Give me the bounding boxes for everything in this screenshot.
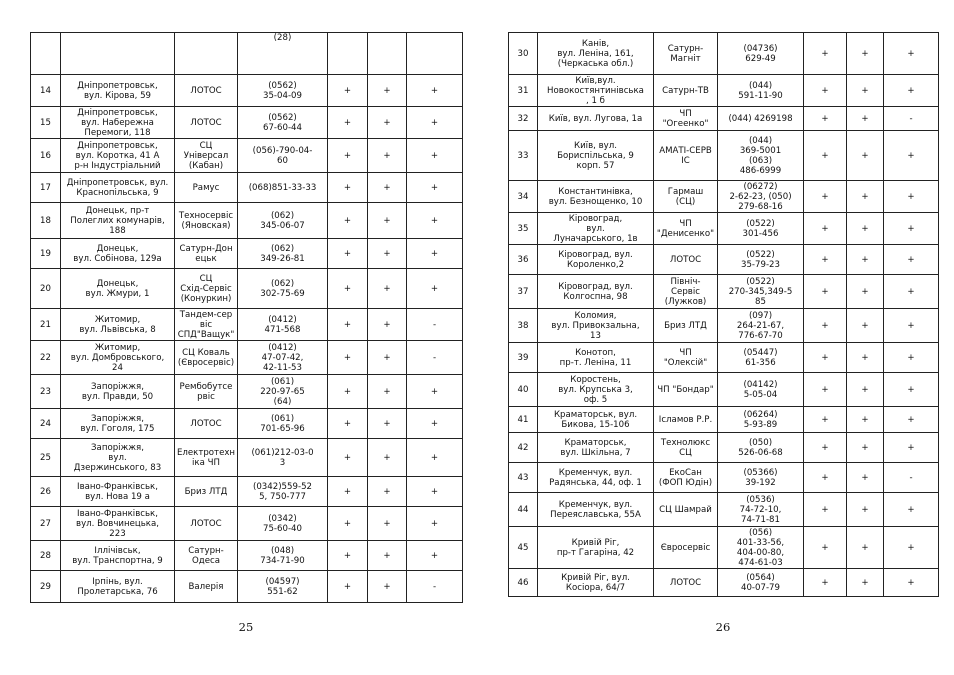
mark-cell-1: + (328, 239, 368, 269)
phone-cell: (05447) 61-356 (718, 343, 804, 373)
address-cell: Кривій Ріг, пр-т Гагаріна, 42 (538, 527, 654, 569)
row-number: 23 (31, 375, 61, 409)
mark-cell-2: + (368, 203, 407, 239)
mark-cell-3: + (884, 373, 939, 407)
mark-cell-3: + (407, 477, 463, 507)
mark-cell-1: + (804, 433, 847, 463)
mark-cell-1: + (804, 343, 847, 373)
mark-cell-3: - (884, 463, 939, 493)
row-number: 18 (31, 203, 61, 239)
table-row (31, 375, 463, 409)
mark-cell-3: + (884, 309, 939, 343)
mark-cell-1: + (328, 269, 368, 309)
mark-cell-2: + (847, 569, 884, 597)
mark-cell-2: + (368, 477, 407, 507)
mark-cell-2: + (847, 275, 884, 309)
mark-cell-3 (407, 33, 463, 75)
table-row (509, 493, 939, 527)
mark-cell-3: - (407, 341, 463, 375)
row-number: 44 (509, 493, 538, 527)
mark-cell-3: + (407, 507, 463, 541)
row-number: 22 (31, 341, 61, 375)
service-name-cell: Ісламов Р.Р. (654, 407, 718, 433)
address-cell: Канів, вул. Леніна, 161, (Черкаська обл.) (538, 33, 654, 75)
row-number: 15 (31, 107, 61, 139)
mark-cell-3: + (407, 173, 463, 203)
phone-cell: (048) 734-71-90 (238, 541, 328, 571)
table-row (31, 203, 463, 239)
address-cell: Івано-Франківськ, вул. Вовчинецька, 223 (61, 507, 175, 541)
row-number: 31 (509, 75, 538, 107)
service-name-cell: Бриз ЛТД (654, 309, 718, 343)
service-name-cell: ЧП "Денисенко" (654, 213, 718, 245)
row-number: 34 (509, 181, 538, 213)
mark-cell-1: + (804, 131, 847, 181)
service-name-cell: Рембобутсе рвіс (175, 375, 238, 409)
row-number: 24 (31, 409, 61, 439)
mark-cell-3: + (884, 213, 939, 245)
mark-cell-1: + (328, 375, 368, 409)
row-number (31, 33, 61, 75)
mark-cell-2: + (368, 375, 407, 409)
mark-cell-3: + (407, 375, 463, 409)
mark-cell-2: + (368, 75, 407, 107)
mark-cell-2: + (847, 433, 884, 463)
address-cell: Кременчук, вул. Переяславська, 55А (538, 493, 654, 527)
address-cell: Київ,вул. Новокостянтинівська , 1 б (538, 75, 654, 107)
phone-cell: (05366) 39-192 (718, 463, 804, 493)
address-cell: Кіровоград, вул. Колгоспна, 98 (538, 275, 654, 309)
mark-cell-3: + (407, 439, 463, 477)
address-cell: Краматорськ, вул. Шкільна, 7 (538, 433, 654, 463)
address-cell: Дніпропетровськ, вул. Набережна Перемоги, 118 (61, 107, 175, 139)
mark-cell-1: + (328, 477, 368, 507)
phone-cell: (044) 4269198 (718, 107, 804, 131)
mark-cell-2: + (368, 507, 407, 541)
row-number: 35 (509, 213, 538, 245)
row-number: 30 (509, 33, 538, 75)
address-cell: Кривій Ріг, вул. Косіора, 64/7 (538, 569, 654, 597)
mark-cell-1: + (328, 107, 368, 139)
mark-cell-1: + (804, 527, 847, 569)
mark-cell-2: + (368, 541, 407, 571)
phone-cell: (062) 349-26-81 (238, 239, 328, 269)
mark-cell-1: + (804, 181, 847, 213)
service-name-cell: ЧП "Огеенко" (654, 107, 718, 131)
mark-cell-2: + (368, 269, 407, 309)
service-name-cell: ЛОТОС (175, 507, 238, 541)
address-cell: Кіровоград, вул. Луначарського, 1в (538, 213, 654, 245)
address-cell: Іллічівськ, вул. Транспортна, 9 (61, 541, 175, 571)
mark-cell-2: + (368, 107, 407, 139)
service-name-cell: ЕкоСан (ФОП Юдін) (654, 463, 718, 493)
phone-cell: (0412) 471-568 (238, 309, 328, 341)
mark-cell-3: + (884, 33, 939, 75)
mark-cell-2 (368, 33, 407, 75)
phone-cell: (068)851-33-33 (238, 173, 328, 203)
mark-cell-1: + (804, 33, 847, 75)
service-name-cell: ЛОТОС (175, 75, 238, 107)
row-number: 37 (509, 275, 538, 309)
mark-cell-1: + (804, 569, 847, 597)
row-number: 32 (509, 107, 538, 131)
mark-cell-3: + (884, 131, 939, 181)
service-centers-table-right (508, 32, 939, 597)
mark-cell-2: + (368, 139, 407, 173)
table-row (509, 407, 939, 433)
mark-cell-1: + (328, 341, 368, 375)
table-row (509, 181, 939, 213)
phone-cell: (050) 526-06-68 (718, 433, 804, 463)
service-name-cell: Євросервіс (654, 527, 718, 569)
mark-cell-1: + (328, 541, 368, 571)
address-cell: Донецьк, вул. Собінова, 129а (61, 239, 175, 269)
mark-cell-2: + (847, 213, 884, 245)
row-number: 21 (31, 309, 61, 341)
service-name-cell: Електротехн іка ЧП (175, 439, 238, 477)
address-cell: Дніпропетровськ, вул. Кірова, 59 (61, 75, 175, 107)
mark-cell-2: + (368, 173, 407, 203)
mark-cell-3: + (407, 239, 463, 269)
table-row (31, 477, 463, 507)
table-row (31, 33, 463, 75)
row-number: 27 (31, 507, 61, 541)
mark-cell-3: + (407, 203, 463, 239)
row-number: 36 (509, 245, 538, 275)
service-centers-table-left (30, 32, 463, 603)
address-cell: Константинівка, вул. Безнощенко, 10 (538, 181, 654, 213)
mark-cell-1: + (804, 275, 847, 309)
page-number: 25 (238, 620, 254, 634)
mark-cell-2: + (847, 75, 884, 107)
row-number: 29 (31, 571, 61, 603)
service-name-cell: СЦ Схід-Сервіс (Конуркин) (175, 269, 238, 309)
phone-cell: (0562) 67-60-44 (238, 107, 328, 139)
mark-cell-1: + (804, 493, 847, 527)
phone-cell: (0564) 40-07-79 (718, 569, 804, 597)
table-row (31, 239, 463, 269)
mark-cell-1: + (804, 309, 847, 343)
table-row (31, 409, 463, 439)
address-cell: Київ, вул. Лугова, 1а (538, 107, 654, 131)
mark-cell-1: + (328, 439, 368, 477)
mark-cell-1: + (804, 407, 847, 433)
mark-cell-1: + (804, 213, 847, 245)
address-cell: Житомир, вул. Львівська, 8 (61, 309, 175, 341)
mark-cell-2: + (847, 309, 884, 343)
address-cell: Донецьк, вул. Жмури, 1 (61, 269, 175, 309)
mark-cell-3: + (884, 275, 939, 309)
address-cell: Кременчук, вул. Радянська, 44, оф. 1 (538, 463, 654, 493)
row-number: 19 (31, 239, 61, 269)
mark-cell-1: + (328, 571, 368, 603)
phone-cell: (0412) 47-07-42, 42-11-53 (238, 341, 328, 375)
mark-cell-3: + (407, 139, 463, 173)
table-row (509, 107, 939, 131)
address-cell: Запоріжжя, вул. Правди, 50 (61, 375, 175, 409)
address-cell: Дніпропетровськ, вул. Коротка, 41 А р-н Індустріальний (61, 139, 175, 173)
row-number: 42 (509, 433, 538, 463)
mark-cell-3: - (407, 309, 463, 341)
mark-cell-3: + (407, 75, 463, 107)
address-cell: Дніпропетровськ, вул. Краснопільська, 9 (61, 173, 175, 203)
row-number: 45 (509, 527, 538, 569)
phone-cell: (062) 302-75-69 (238, 269, 328, 309)
service-name-cell: ЛОТОС (654, 569, 718, 597)
service-name-cell: Техносервіс (Яновская) (175, 203, 238, 239)
mark-cell-2: + (847, 407, 884, 433)
table-row (509, 373, 939, 407)
table-row (509, 343, 939, 373)
phone-cell: (0522) 35-79-23 (718, 245, 804, 275)
mark-cell-2: + (847, 527, 884, 569)
row-number: 25 (31, 439, 61, 477)
mark-cell-2: + (847, 493, 884, 527)
phone-cell: (06272) 2-62-23, (050) 279-68-16 (718, 181, 804, 213)
table-row (31, 107, 463, 139)
mark-cell-1: + (804, 373, 847, 407)
phone-cell: (061) 701-65-96 (238, 409, 328, 439)
mark-cell-3: + (884, 245, 939, 275)
mark-cell-3: + (884, 75, 939, 107)
table-row (31, 541, 463, 571)
table-row (31, 75, 463, 107)
table-row (509, 463, 939, 493)
row-number: 28 (31, 541, 61, 571)
row-number: 41 (509, 407, 538, 433)
address-cell: Кіровоград, вул. Короленко,2 (538, 245, 654, 275)
service-name-cell: Бриз ЛТД (175, 477, 238, 507)
service-name-cell: ЛОТОС (175, 107, 238, 139)
table-row (31, 309, 463, 341)
mark-cell-3: + (884, 433, 939, 463)
service-name-cell: Технолюкс СЦ (654, 433, 718, 463)
mark-cell-1: + (328, 309, 368, 341)
phone-cell: (0536) 74-72-10, 74-71-81 (718, 493, 804, 527)
page-number: 26 (715, 620, 731, 634)
mark-cell-2: + (847, 33, 884, 75)
mark-cell-1: + (804, 245, 847, 275)
phone-cell: (044) 369-5001 (063) 486-6999 (718, 131, 804, 181)
table-row (509, 569, 939, 597)
mark-cell-1: + (328, 409, 368, 439)
phone-cell: (0342) 75-60-40 (238, 507, 328, 541)
mark-cell-2: + (847, 131, 884, 181)
mark-cell-2: + (368, 239, 407, 269)
service-name-cell: СЦ Коваль (Євросервіс) (175, 341, 238, 375)
service-name-cell: Сатурн- Магніт (654, 33, 718, 75)
table-row (509, 275, 939, 309)
mark-cell-3: + (407, 269, 463, 309)
mark-cell-2: + (368, 439, 407, 477)
phone-cell: (056) 401-33-56, 404-00-80, 474-61-03 (718, 527, 804, 569)
table-row (31, 139, 463, 173)
row-number: 39 (509, 343, 538, 373)
address-cell: Краматорськ, вул. Бикова, 15-106 (538, 407, 654, 433)
table-row (31, 439, 463, 477)
phone-cell: (061)212-03-0 3 (238, 439, 328, 477)
phone-cell: (062) 345-06-07 (238, 203, 328, 239)
address-cell: Конотоп, пр-т. Леніна, 11 (538, 343, 654, 373)
row-number: 43 (509, 463, 538, 493)
row-number: 20 (31, 269, 61, 309)
phone-cell: (0522) 270-345,349-5 85 (718, 275, 804, 309)
phone-cell: (044) 591-11-90 (718, 75, 804, 107)
service-name-cell: Рамус (175, 173, 238, 203)
service-name-cell: СЦ Шамрай (654, 493, 718, 527)
address-cell: Донецьк, пр-т Полеглих комунарів, 188 (61, 203, 175, 239)
mark-cell-2: + (368, 309, 407, 341)
row-number: 26 (31, 477, 61, 507)
row-number: 14 (31, 75, 61, 107)
table-row (509, 527, 939, 569)
table-row (31, 173, 463, 203)
table-row (31, 269, 463, 309)
mark-cell-1: + (804, 463, 847, 493)
service-name-cell: ЛОТОС (175, 409, 238, 439)
phone-cell: (04597) 551-62 (238, 571, 328, 603)
phone-cell: (06264) 5-93-89 (718, 407, 804, 433)
row-number: 17 (31, 173, 61, 203)
table-row (509, 433, 939, 463)
phone-cell: (056)-790-04- 60 (238, 139, 328, 173)
phone-cell: (0562) 35-04-09 (238, 75, 328, 107)
address-cell: Запоріжжя, вул. Дзержинського, 83 (61, 439, 175, 477)
mark-cell-2: + (847, 463, 884, 493)
phone-cell: (0522) 301-456 (718, 213, 804, 245)
address-cell: Житомир, вул. Домбровського, 24 (61, 341, 175, 375)
row-number: 40 (509, 373, 538, 407)
mark-cell-3: + (884, 343, 939, 373)
mark-cell-2: + (847, 181, 884, 213)
mark-cell-3: + (884, 569, 939, 597)
mark-cell-3: + (407, 409, 463, 439)
row-number: 46 (509, 569, 538, 597)
row-number: 38 (509, 309, 538, 343)
mark-cell-1: + (328, 203, 368, 239)
mark-cell-1: + (328, 507, 368, 541)
table-row (509, 213, 939, 245)
mark-cell-2: + (368, 341, 407, 375)
phone-cell: (097) 264-21-67, 776-67-70 (718, 309, 804, 343)
mark-cell-3: - (407, 571, 463, 603)
table-row (509, 309, 939, 343)
table-row (31, 571, 463, 603)
mark-cell-2: + (847, 373, 884, 407)
phone-cell: (0342)559-52 5, 750-777 (238, 477, 328, 507)
service-name-cell (175, 33, 238, 75)
service-name-cell: Сатурн-Дон ецьк (175, 239, 238, 269)
table-row (509, 75, 939, 107)
service-name-cell: ЛОТОС (654, 245, 718, 275)
table-row (509, 131, 939, 181)
table-row (509, 245, 939, 275)
mark-cell-3: + (884, 527, 939, 569)
service-name-cell: Валерія (175, 571, 238, 603)
mark-cell-3: + (884, 493, 939, 527)
table-row (31, 507, 463, 541)
address-cell: Коломия, вул. Привокзальна, 13 (538, 309, 654, 343)
service-name-cell: ЧП "Олексій" (654, 343, 718, 373)
service-name-cell: Північ- Сервіс (Лужков) (654, 275, 718, 309)
mark-cell-1: + (328, 139, 368, 173)
phone-cell: (04736) 629-49 (718, 33, 804, 75)
mark-cell-2: + (368, 409, 407, 439)
phone-cell: (28) (238, 33, 328, 75)
service-name-cell: Сатурн- Одеса (175, 541, 238, 571)
service-name-cell: ЧП "Бондар" (654, 373, 718, 407)
phone-cell: (061) 220-97-65 (64) (238, 375, 328, 409)
mark-cell-3: + (884, 407, 939, 433)
service-name-cell: Тандем-сер віс СПД"Ващук" (175, 309, 238, 341)
service-name-cell: Гармаш (СЦ) (654, 181, 718, 213)
address-cell: Запоріжжя, вул. Гоголя, 175 (61, 409, 175, 439)
mark-cell-1: + (804, 107, 847, 131)
service-name-cell: Сатурн-ТВ (654, 75, 718, 107)
table-row (31, 341, 463, 375)
address-cell: Івано-Франківськ, вул. Нова 19 а (61, 477, 175, 507)
row-number: 16 (31, 139, 61, 173)
mark-cell-2: + (847, 245, 884, 275)
address-cell: Київ, вул. Бориспільська, 9 корп. 57 (538, 131, 654, 181)
mark-cell-3: + (407, 541, 463, 571)
mark-cell-3: + (407, 107, 463, 139)
service-name-cell: АМАТІ-СЕРВ ІС (654, 131, 718, 181)
table-row (509, 33, 939, 75)
mark-cell-1: + (328, 173, 368, 203)
service-name-cell: СЦ Універсал (Кабан) (175, 139, 238, 173)
address-cell: Коростень, вул. Крупська 3, оф. 5 (538, 373, 654, 407)
mark-cell-3: - (884, 107, 939, 131)
mark-cell-1: + (328, 75, 368, 107)
row-number: 33 (509, 131, 538, 181)
address-cell (61, 33, 175, 75)
mark-cell-2: + (847, 343, 884, 373)
mark-cell-1: + (804, 75, 847, 107)
mark-cell-3: + (884, 181, 939, 213)
address-cell: Ірпінь, вул. Пролетарська, 76 (61, 571, 175, 603)
phone-cell: (04142) 5-05-04 (718, 373, 804, 407)
mark-cell-2: + (368, 571, 407, 603)
mark-cell-1 (328, 33, 368, 75)
mark-cell-2: + (847, 107, 884, 131)
